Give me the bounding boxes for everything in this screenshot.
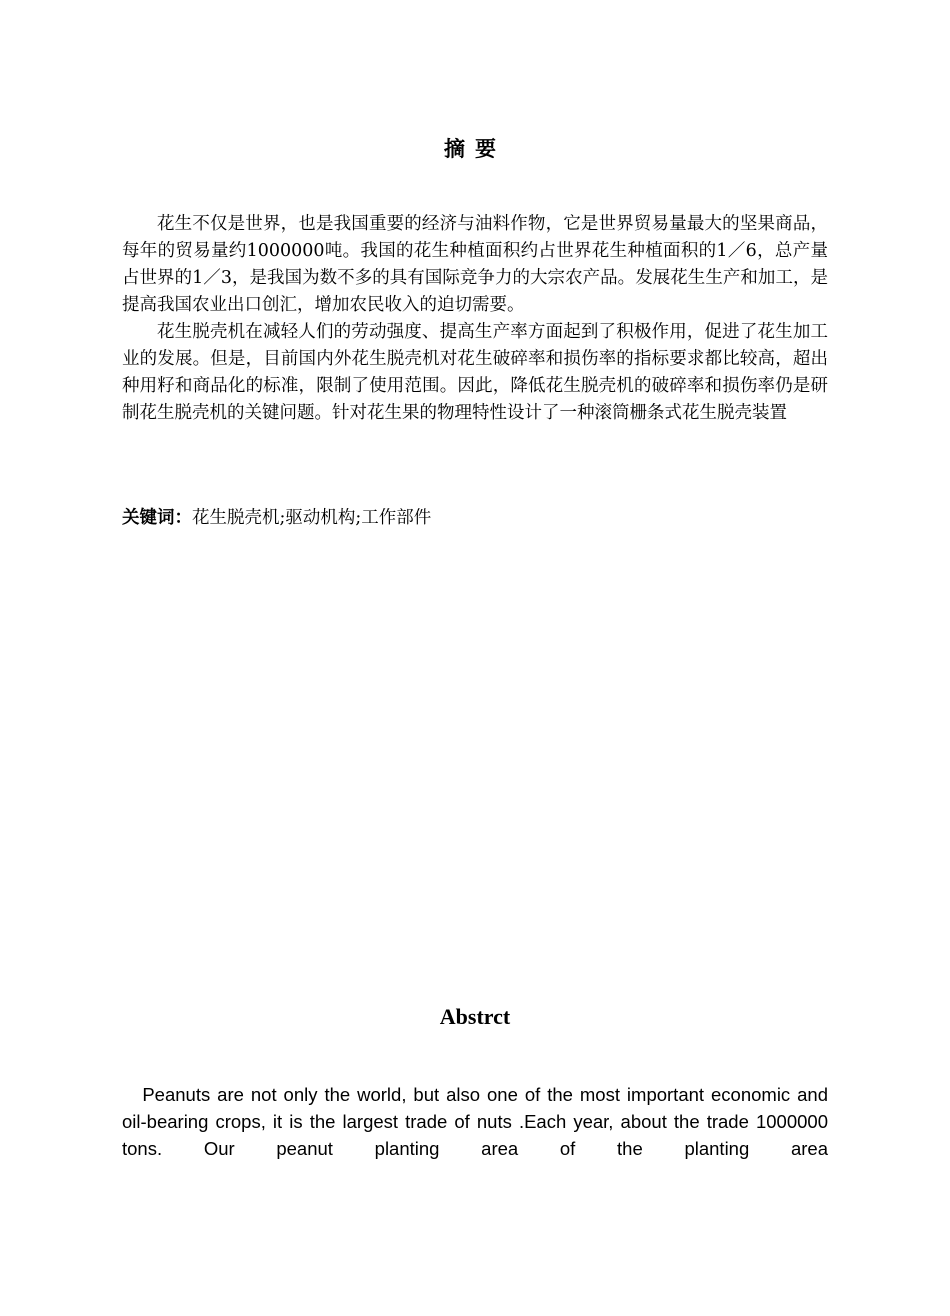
- abstract-title-cn: 摘要: [444, 137, 506, 161]
- abstract-body-en: [122, 1081, 828, 1162]
- abstract-paragraph-cn-1: 花生不仅是世界，也是我国重要的经济与油料作物，它是世界贸易量最大的坚果商品， 每年的贸易量约1000000吨。我国的花生种植面积约占世界花生种植面积的1／6，总产量占世界的1／3，是我国为数不多的具有国际竞争力的大宗农产品。发展花生生产和加工，是提高我国农业出口创汇，增加农民收入的迫切需要。: [122, 214, 828, 315]
- abstract-paragraph-en-1: Peanuts are not only the world, but also one of the most important economic and oil-bearing crops, it is the largest trade of nuts .Each year, about the trade 1000000 tons. Our peanut planting area of the planting area: [122, 1084, 828, 1159]
- keywords-label: 关键词：: [122, 508, 192, 528]
- abstract-paragraph-cn-2: 花生脱壳机在减轻人们的劳动强度、提高生产率方面起到了积极作用，促进了花生加工业的发展。但是，目前国内外花生脱壳机对花生破碎率和损伤率的指标要求都比较高，超出种用籽和商品化的标准，限制了使用范围。因此，降低花生脱壳机的破碎率和损伤率仍是研制花生脱壳机的关键问题。针对花生果的物理特性设计了一种滚筒栅条式花生脱壳装置: [122, 322, 828, 423]
- keywords-line: [122, 505, 828, 532]
- abstract-body-cn: [122, 211, 828, 427]
- keywords-value: 花生脱壳机;驱动机构;工作部件: [192, 508, 432, 528]
- abstract-title-en: Abstrct: [439, 1004, 511, 1029]
